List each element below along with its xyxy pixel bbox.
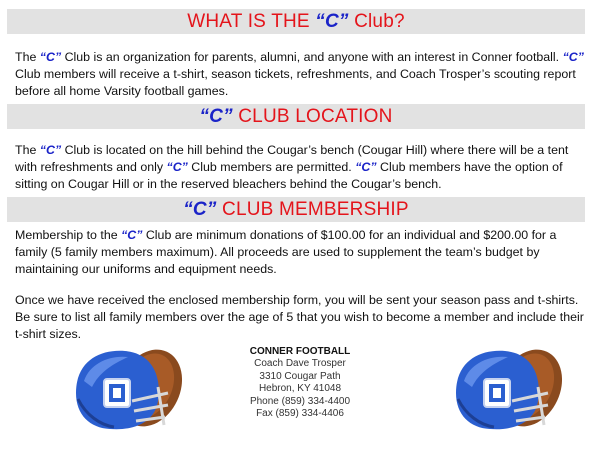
c-mark: “C” xyxy=(39,143,62,157)
c-mark: “C” xyxy=(121,228,143,242)
c-mark: “C” xyxy=(199,106,233,127)
contact-block xyxy=(210,346,390,420)
text-segment: Club is located on the hill behind the Cougar’s bench (Cougar Hill) where there will be a tent with refreshments and only xyxy=(15,143,569,175)
c-mark: “C” xyxy=(166,160,188,175)
paragraph-membership xyxy=(15,227,585,279)
paragraph-closing: Once we have received the enclosed membership form, you will be sent your season pass and t-shirts. Be sure to list all family members over the age of 5 that you wish to become a member and include their t-shirt sizes. xyxy=(15,293,584,342)
header-location-text: CLUB LOCATION xyxy=(232,106,393,127)
text-segment: Club members have the option of sitting on Cougar Hill or in the reserved bleachers behind the Cougar’s bench. xyxy=(15,160,563,192)
contact-city: Hebron, KY 41048 xyxy=(258,383,342,395)
header-what-is-after: Club? xyxy=(348,11,405,32)
text-segment: The xyxy=(15,50,40,64)
text-segment: Club members are permitted. xyxy=(187,160,356,175)
c-mark: “C” xyxy=(183,199,217,220)
text-segment: Club are minimum donations of $100.00 for an individual and $200.00 for a family (5 family members maximum). All proceeds are used to supplement the team’s budget by maintaining our uniforms and equipment needs. xyxy=(15,228,557,277)
text-segment: The xyxy=(15,143,40,157)
header-what-is-c-club xyxy=(7,9,585,34)
football-helmet-icon xyxy=(450,343,570,438)
football-helmet-icon xyxy=(70,343,190,438)
contact-name: Coach Dave Trosper xyxy=(254,358,346,370)
text-segment: Membership to the xyxy=(15,228,122,242)
contact-fax: Fax (859) 334-4406 xyxy=(256,408,344,420)
c-mark: “C” xyxy=(315,11,349,32)
header-what-is-before: WHAT IS THE xyxy=(187,11,316,32)
header-club-membership xyxy=(7,197,585,222)
contact-org: CONNER FOOTBALL xyxy=(249,346,351,357)
contact-street: 3310 Cougar Path xyxy=(259,370,341,382)
c-mark: “C” xyxy=(39,50,62,64)
c-mark: “C” xyxy=(355,160,377,175)
header-membership-text: CLUB MEMBERSHIP xyxy=(216,199,409,220)
c-mark: “C” xyxy=(562,50,584,64)
text-segment: Club is an organization for parents, alumni, and anyone with an interest in Conner football. xyxy=(61,50,563,64)
contact-phone: Phone (859) 334-4400 xyxy=(249,395,351,407)
text-segment: Club members will receive a t-shirt, season tickets, refreshments, and Coach Trosper’s scouting report before all home Varsity football games. xyxy=(15,67,576,99)
paragraph-location xyxy=(15,142,585,194)
paragraph-what-is xyxy=(15,49,585,101)
header-club-location xyxy=(7,104,585,129)
